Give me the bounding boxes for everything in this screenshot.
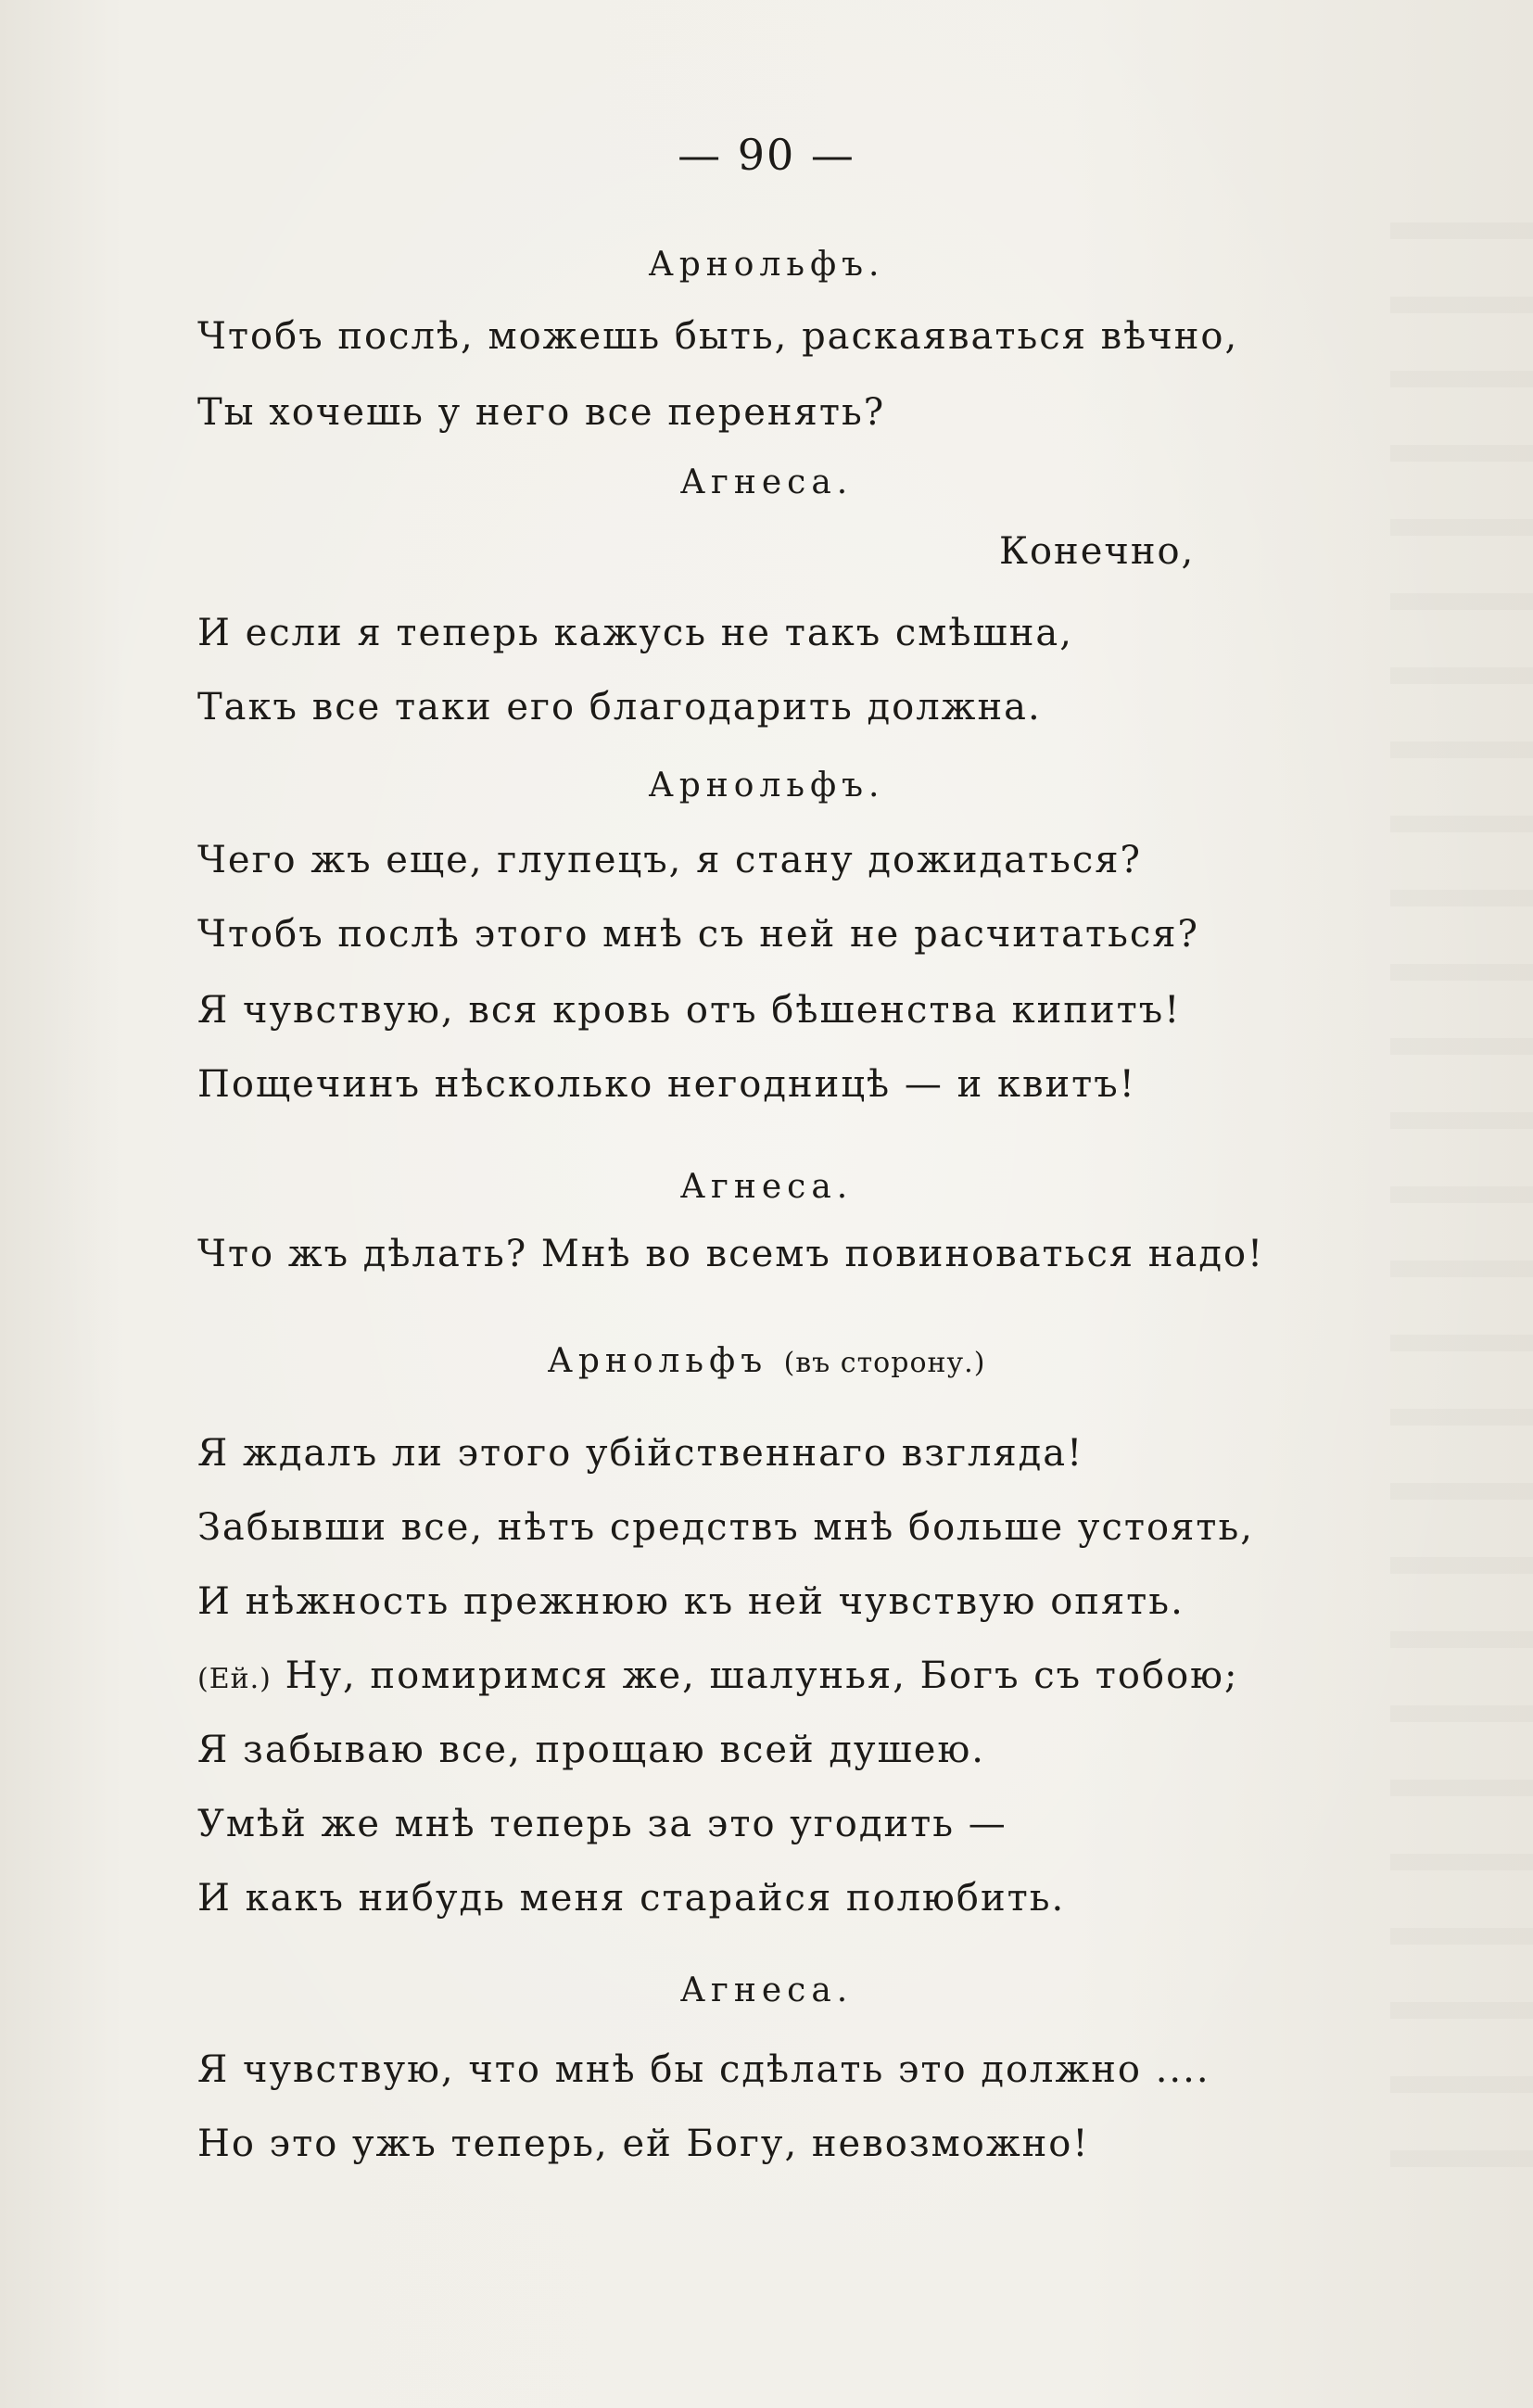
verse-line: Чтобъ послѣ этого мнѣ съ ней не расчитаться?: [197, 913, 1199, 956]
verse-line: Пощечинъ нѣсколько негодницѣ — и квитъ!: [197, 1063, 1136, 1106]
speaker-name: Арнольфъ: [547, 1342, 768, 1380]
verse-line: Чего жъ еще, глупецъ, я стану дожидаться?: [197, 839, 1142, 881]
verse-line: Ты хочешь у него все перенять?: [197, 391, 886, 434]
verse-line: Но это ужъ теперь, ей Богу, невозможно!: [197, 2123, 1090, 2165]
verse-line: [197, 1654, 1238, 1697]
stage-direction: (Ей.): [197, 1663, 272, 1695]
speaker-label: [0, 767, 1533, 805]
verse-line: Я чувствую, вся кровь отъ бѣшенства кипитъ!: [197, 989, 1182, 1032]
speaker-name: Арнольфъ.: [648, 246, 885, 284]
verse-line: Такъ все таки его благодарить должна.: [197, 686, 1042, 729]
speaker-label: [0, 463, 1533, 501]
verse-line: И нѣжность прежнюю къ ней чувствую опять.: [197, 1580, 1185, 1623]
speaker-name: Арнольфъ.: [648, 767, 885, 805]
speaker-name: Агнеса.: [679, 1971, 854, 2009]
page-number: — 90 —: [678, 130, 855, 180]
verse-line: Конечно,: [999, 530, 1196, 573]
speaker-name: Агнеса.: [679, 1168, 854, 1206]
verse-line: И какъ нибудь меня старайся полюбить.: [197, 1877, 1066, 1920]
speaker-label: [0, 246, 1533, 284]
speaker-label: [0, 1971, 1533, 2009]
verse-line: Я забываю все, прощаю всей душею.: [197, 1729, 985, 1771]
verse-line: Умѣй же мнѣ теперь за это угодить —: [197, 1803, 1007, 1845]
speaker-label: [0, 1342, 1533, 1380]
verse-line: Забывши все, нѣтъ средствъ мнѣ больше устоять,: [197, 1506, 1254, 1549]
verse-line: Я чувствую, что мнѣ бы сдѣлать это должно ....: [197, 2048, 1210, 2091]
speaker-label: [0, 1168, 1533, 1206]
verse-line: Что жъ дѣлать? Мнѣ во всемъ повиноваться надо!: [197, 1233, 1265, 1275]
speaker-name: Агнеса.: [679, 463, 854, 501]
verse-line: И если я теперь кажусь не такъ смѣшна,: [197, 612, 1073, 654]
verse-line: Чтобъ послѣ, можешь быть, раскаяваться вѣчно,: [197, 315, 1239, 358]
verse-line: Я ждалъ ли этого убійственнаго взгляда!: [197, 1432, 1084, 1475]
stage-direction: (въ сторону.): [783, 1347, 986, 1379]
verse-text: Ну, помиримся же, шалунья, Богъ съ тобою;: [285, 1654, 1239, 1697]
